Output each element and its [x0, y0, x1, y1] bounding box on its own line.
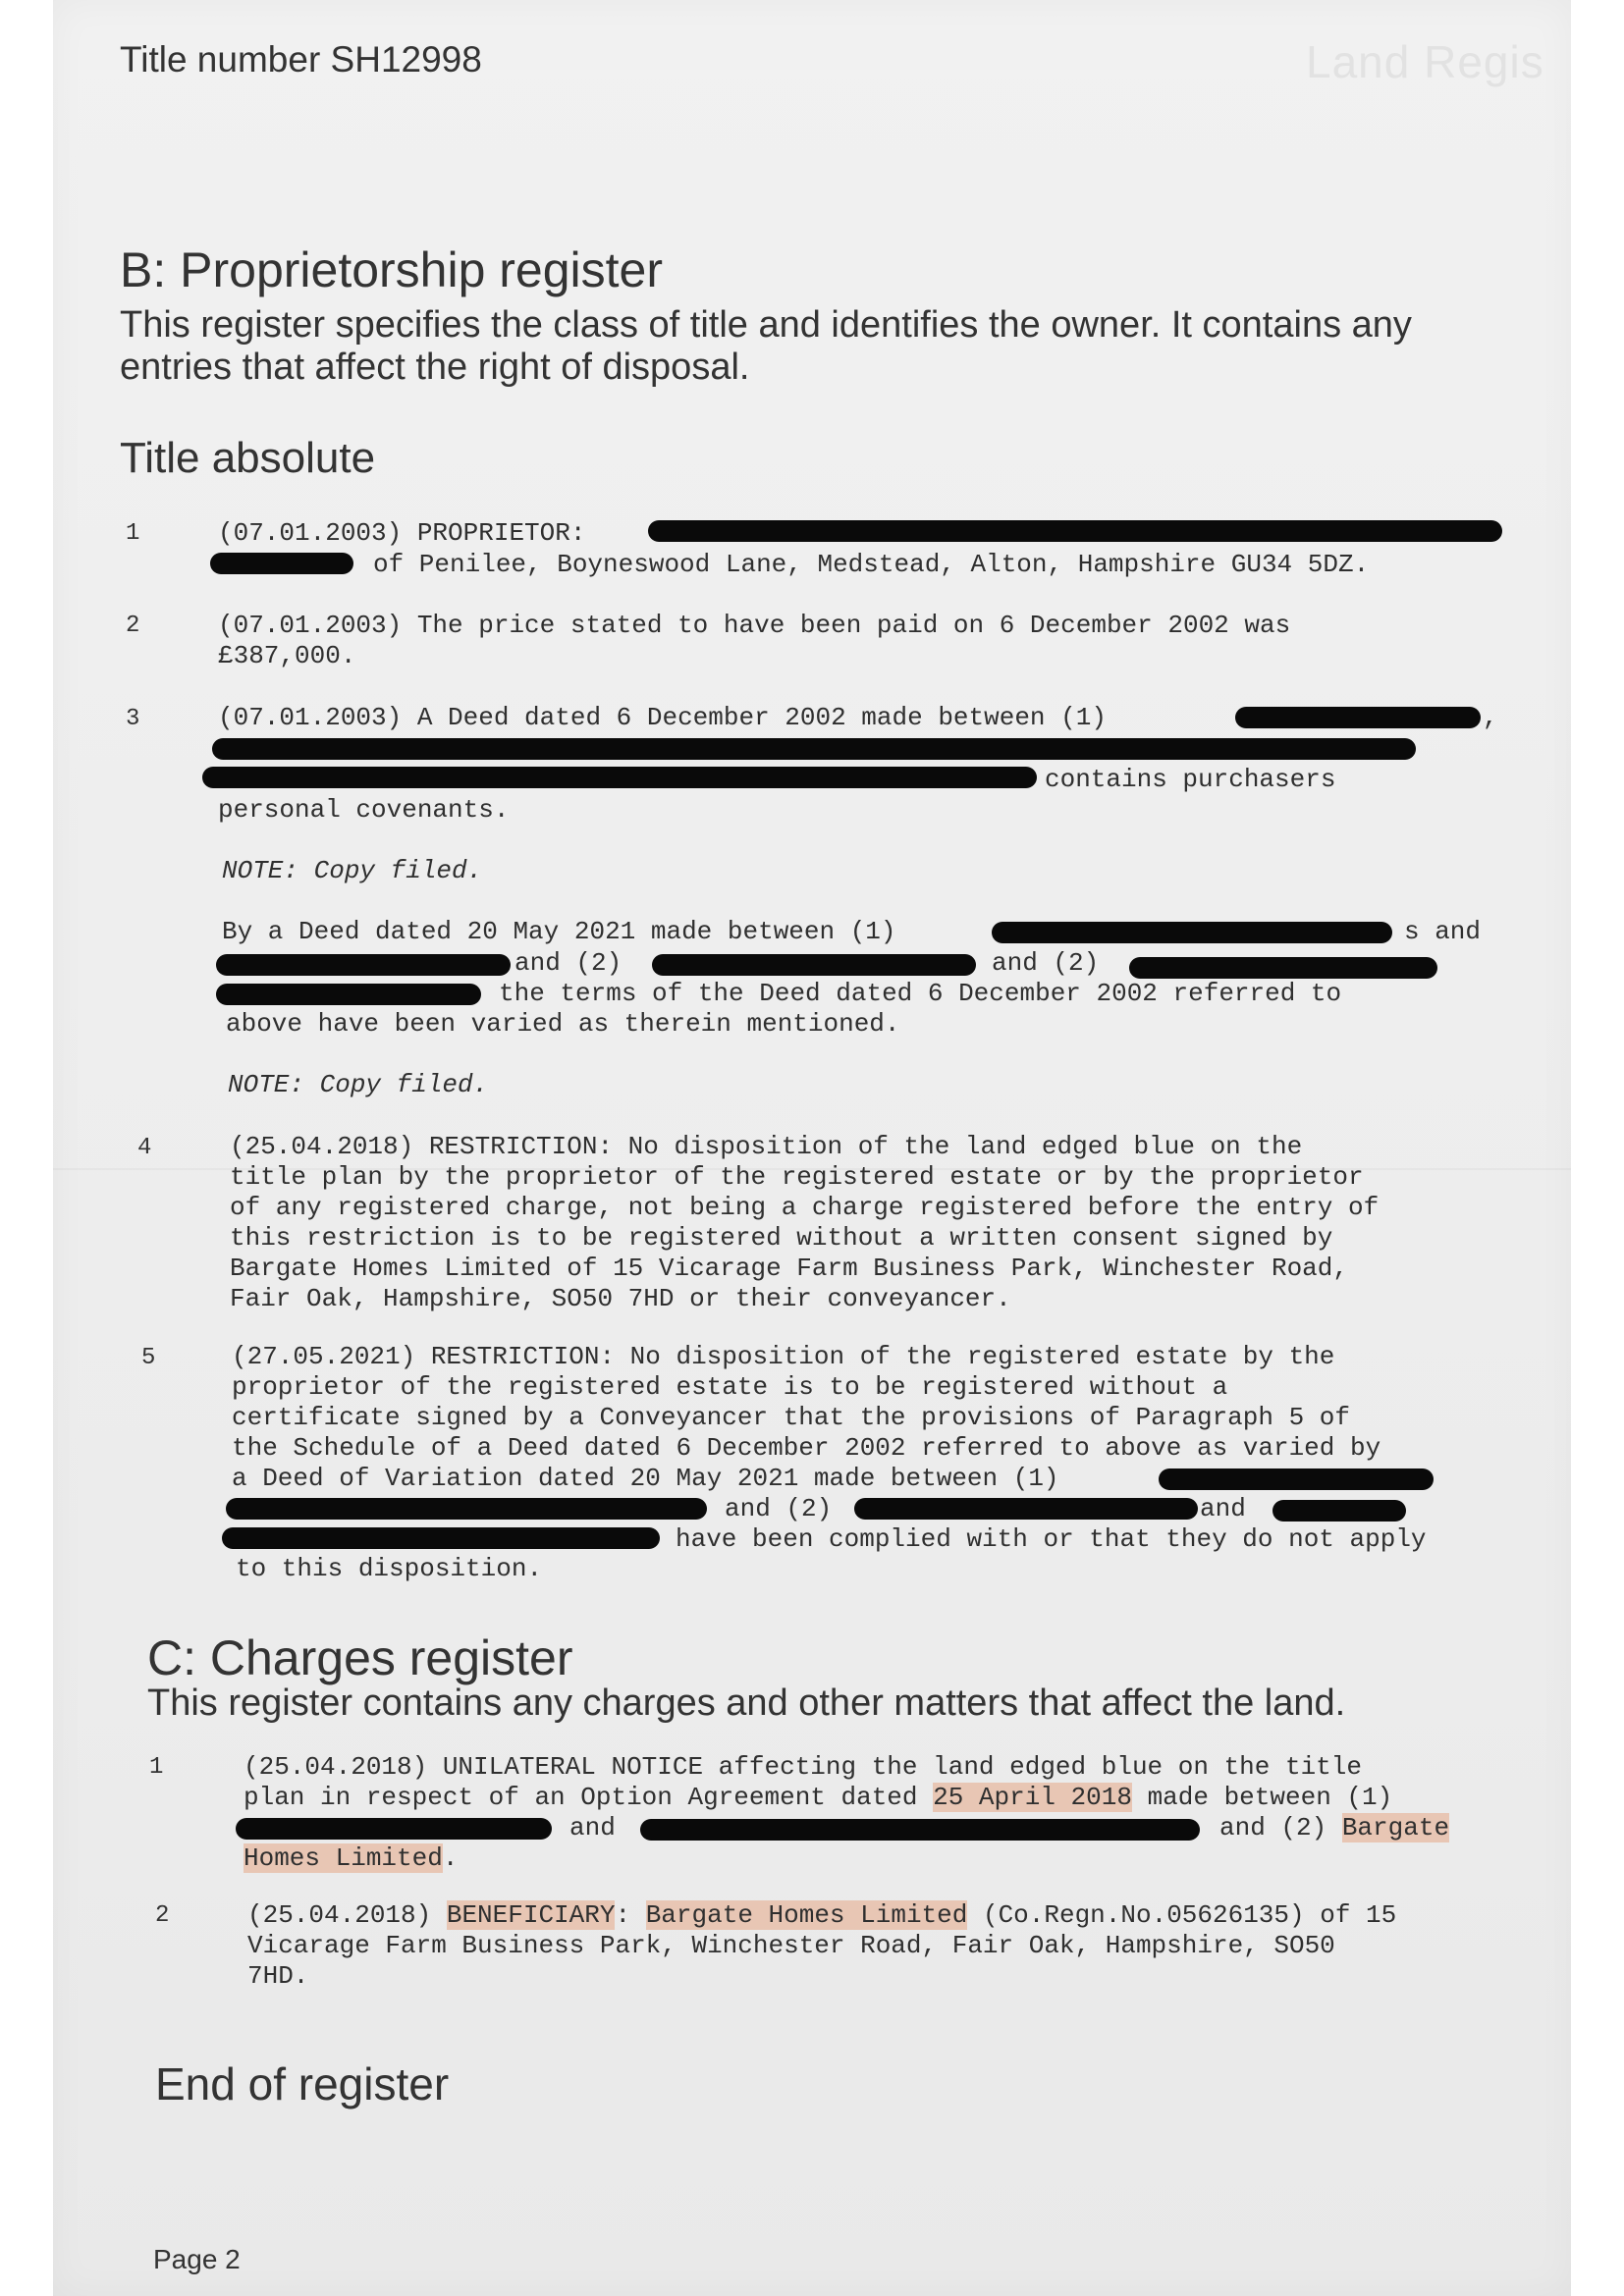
entry-text: to this disposition. — [236, 1554, 543, 1583]
entry-text: Vicarage Farm Business Park, Winchester Road, Fair Oak, Hampshire, SO50 — [247, 1931, 1335, 1960]
entry-text: and (2) — [725, 1494, 833, 1523]
entry-text: : — [615, 1900, 646, 1930]
entry-text: £387,000. — [218, 641, 356, 670]
entry-number: 1 — [149, 1754, 164, 1781]
section-b-description-line-2: entries that affect the right of disposal. — [120, 347, 750, 388]
redaction-bar — [1235, 707, 1481, 728]
redaction-bar — [640, 1819, 1200, 1841]
redaction-bar — [216, 954, 511, 976]
entry-text: and — [569, 1813, 616, 1842]
variation-text: above have been varied as therein mentioned. — [226, 1009, 900, 1039]
entry-text: a Deed of Variation dated 20 May 2021 made between (1) — [232, 1464, 1059, 1493]
title-number: Title number SH12998 — [120, 39, 482, 80]
section-b-heading: B: Proprietorship register — [120, 242, 664, 297]
entry-text: personal covenants. — [218, 795, 510, 825]
entry-number: 3 — [126, 706, 140, 732]
redaction-bar — [216, 984, 481, 1005]
entry-text: (25.04.2018) — [247, 1900, 447, 1930]
entry-number: 5 — [141, 1345, 156, 1371]
entry-text: certificate signed by a Conveyancer that the provisions of Paragraph 5 of — [232, 1403, 1350, 1432]
highlighted-company: Homes Limited — [244, 1843, 443, 1873]
entry-text: Bargate Homes Limited of 15 Vicarage Farm Business Park, Winchester Road, — [230, 1254, 1348, 1283]
entry-text: plan in respect of an Option Agreement dated — [244, 1783, 934, 1812]
entry-text-line — [244, 1843, 458, 1874]
highlighted-label: BENEFICIARY — [446, 1900, 616, 1930]
entry-text: (27.05.2021) RESTRICTION: No disposition of the registered estate by the — [232, 1342, 1335, 1371]
redaction-bar — [210, 553, 353, 574]
variation-text: the terms of the Deed dated 6 December 2002 referred to — [499, 979, 1342, 1008]
entry-text: this restriction is to be registered without a written consent signed by — [230, 1223, 1333, 1253]
highlighted-company: Bargate Homes Limited — [645, 1900, 968, 1930]
variation-text: and (2) — [992, 948, 1100, 978]
entry-text: contains purchasers — [1045, 765, 1336, 794]
entry-text: of any registered charge, not being a charge registered before the entry of — [230, 1193, 1380, 1222]
entry-text: and (2) — [1219, 1813, 1342, 1842]
entry-text: the Schedule of a Deed dated 6 December 2002 referred to above as varied by — [232, 1433, 1381, 1463]
entry-text: (25.04.2018) UNILATERAL NOTICE affecting the land edged blue on the title — [244, 1752, 1362, 1782]
entry-text-line — [1219, 1813, 1449, 1843]
entry-text: proprietor of the registered estate is to be registered without a — [232, 1372, 1228, 1402]
end-of-register: End of register — [155, 2058, 450, 2109]
variation-text: By a Deed dated 20 May 2021 made between (1) — [222, 917, 896, 946]
entry-number: 4 — [137, 1135, 152, 1161]
entry-text: (07.01.2003) A Deed dated 6 December 2002 made between (1) — [218, 703, 1107, 732]
redaction-bar — [212, 738, 1416, 760]
entry-number: 1 — [126, 520, 140, 547]
entry-text: (07.01.2003) PROPRIETOR: — [218, 518, 586, 548]
entry-number: 2 — [126, 613, 140, 639]
note-copy-filed: NOTE: Copy filed. — [228, 1070, 489, 1099]
entry-text: title plan by the proprietor of the registered estate or by the proprietor — [230, 1162, 1364, 1192]
note-copy-filed: NOTE: Copy filed. — [222, 856, 483, 885]
redaction-bar — [652, 954, 976, 976]
redaction-bar — [992, 922, 1392, 943]
section-c-heading: C: Charges register — [147, 1630, 573, 1685]
entry-text: of Penilee, Boyneswood Lane, Medstead, Alton, Hampshire GU34 5DZ. — [373, 550, 1370, 579]
page-number: Page 2 — [153, 2244, 241, 2274]
entry-text: made between (1) — [1131, 1783, 1393, 1812]
redaction-bar — [1272, 1500, 1406, 1522]
entry-number: 2 — [155, 1902, 170, 1929]
entry-text-line — [244, 1783, 1392, 1813]
redaction-bar — [202, 767, 1037, 788]
title-class: Title absolute — [120, 434, 376, 482]
entry-text: (Co.Regn.No.05626135) of 15 — [967, 1900, 1397, 1930]
watermark: Land Regis — [1306, 36, 1544, 87]
entry-text: and — [1200, 1494, 1246, 1523]
entry-text: 7HD. — [247, 1961, 309, 1991]
redaction-bar — [1159, 1468, 1434, 1490]
section-c-description: This register contains any charges and other matters that affect the land. — [147, 1682, 1346, 1724]
redaction-bar — [1129, 957, 1437, 979]
entry-text: . — [442, 1843, 459, 1873]
redaction-bar — [854, 1498, 1198, 1520]
redaction-bar — [648, 520, 1502, 542]
entry-text: (07.01.2003) The price stated to have been paid on 6 December 2002 was — [218, 611, 1291, 640]
redaction-bar — [236, 1818, 552, 1840]
entry-text: Fair Oak, Hampshire, SO50 7HD or their conveyancer. — [230, 1284, 1011, 1313]
entry-text-line — [247, 1900, 1396, 1931]
section-b-description-line-1: This register specifies the class of title and identifies the owner. It contains any — [120, 304, 1412, 346]
highlighted-company: Bargate — [1341, 1813, 1450, 1842]
variation-text: and (2) — [514, 948, 623, 978]
entry-text: , — [1483, 703, 1498, 732]
variation-text: s and — [1404, 917, 1482, 946]
entry-text: have been complied with or that they do not apply — [676, 1524, 1427, 1554]
highlighted-date: 25 April 2018 — [933, 1783, 1132, 1812]
entry-text: (25.04.2018) RESTRICTION: No disposition of the land edged blue on the — [230, 1132, 1303, 1161]
redaction-bar — [226, 1498, 707, 1520]
redaction-bar — [222, 1527, 660, 1549]
